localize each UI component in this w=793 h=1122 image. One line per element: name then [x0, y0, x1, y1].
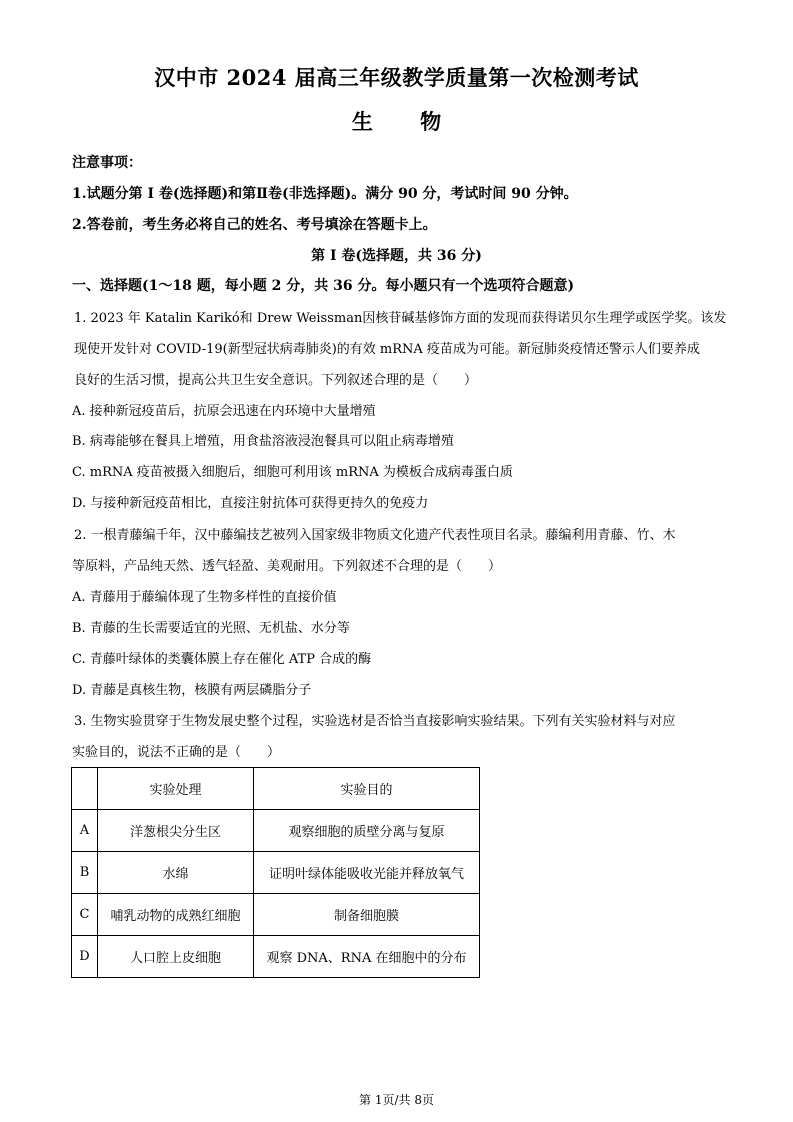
table-cell-option: B [72, 852, 98, 894]
q2-option-a: A. 青藤用于藤编体现了生物多样性的直接价值 [72, 590, 337, 605]
notice-heading: 注意事项： [72, 155, 142, 171]
table-cell-purpose: 观察细胞的质壁分离与复原 [254, 810, 480, 852]
q2-stem-line-1: 2. 一根青藤编千年，汉中藤编技艺被列入国家级非物质文化遗产代表性项目名录。藤编利用青藤、竹、木 [74, 528, 676, 543]
q2-option-b: B. 青藤的生长需要适宜的光照、无机盐、水分等 [72, 621, 350, 636]
page-number: 第 1页/共 8页 [359, 1093, 434, 1107]
table-cell-option: D [72, 936, 98, 978]
table-cell-material: 洋葱根尖分生区 [98, 810, 254, 852]
table-cell-purpose: 观察 DNA、RNA 在细胞中的分布 [254, 936, 480, 978]
table-header-cell: 实验处理 [98, 768, 254, 810]
table-row [72, 810, 480, 852]
q1-option-c: C. mRNA 疫苗被摄入细胞后，细胞可利用该 mRNA 为模板合成病毒蛋白质 [72, 465, 513, 480]
q1-stem-line-2: 现使开发针对 COVID-19(新型冠状病毒肺炎)的有效 mRNA 疫苗成为可能。新冠肺炎疫情还警示人们要养成 [74, 342, 700, 357]
q3-table [71, 767, 480, 978]
table-row [72, 936, 480, 978]
q1-option-a: A. 接种新冠疫苗后，抗原会迅速在内环境中大量增殖 [72, 404, 376, 419]
q1-stem-line-1: 1. 2023 年 Katalin Karikó和 Drew Weissman因核苷碱基修饰方面的发现而获得诺贝尔生理学或医学奖。该发 [74, 311, 727, 326]
notice-item-1: 1.试题分第 I 卷(选择题)和第Ⅱ卷(非选择题)。满分 90 分，考试时间 90 分钟。 [72, 186, 578, 202]
q2-option-d: D. 青藤是真核生物，核膜有两层磷脂分子 [72, 683, 312, 698]
table-header-row [72, 768, 480, 810]
table-cell-material: 哺乳动物的成熟红细胞 [98, 894, 254, 936]
section-heading: 一、选择题(1～18 题，每小题 2 分，共 36 分。每小题只有一个选项符合题意) [72, 278, 575, 294]
q2-option-c: C. 青藤叶绿体的类囊体膜上存在催化 ATP 合成的酶 [72, 652, 372, 667]
q3-stem-line-2: 实验目的，说法不正确的是（ ） [72, 745, 281, 760]
table-row [72, 852, 480, 894]
table-header-cell [72, 768, 98, 810]
table-row [72, 894, 480, 936]
q1-option-d: D. 与接种新冠疫苗相比，直接注射抗体可获得更持久的免疫力 [72, 496, 429, 511]
table-cell-material: 水绵 [98, 852, 254, 894]
part1-heading: 第 I 卷(选择题，共 36 分) [311, 248, 482, 264]
notice-item-2: 2.答卷前，考生务必将自己的姓名、考号填涂在答题卡上。 [72, 217, 437, 233]
table-cell-material: 人口腔上皮细胞 [98, 936, 254, 978]
table-header-cell: 实验目的 [254, 768, 480, 810]
exam-subject: 生 物 [351, 109, 462, 134]
q1-stem-line-3: 良好的生活习惯，提高公共卫生安全意识。下列叙述合理的是（ ） [74, 373, 478, 388]
table-cell-purpose: 证明叶绿体能吸收光能并释放氧气 [254, 852, 480, 894]
table-cell-option: C [72, 894, 98, 936]
table-cell-option: A [72, 810, 98, 852]
q1-option-b: B. 病毒能够在餐具上增殖，用食盐溶液浸泡餐具可以阻止病毒增殖 [72, 434, 454, 449]
q2-stem-line-2: 等原料，产品纯天然、透气轻盈、美观耐用。下列叙述不合理的是（ ） [72, 559, 502, 574]
exam-title: 汉中市 2024 届高三年级教学质量第一次检测考试 [154, 65, 639, 90]
table-cell-purpose: 制备细胞膜 [254, 894, 480, 936]
q3-stem-line-1: 3. 生物实验贯穿于生物发展史整个过程，实验选材是否恰当直接影响实验结果。下列有关实验材料与对应 [74, 714, 676, 729]
